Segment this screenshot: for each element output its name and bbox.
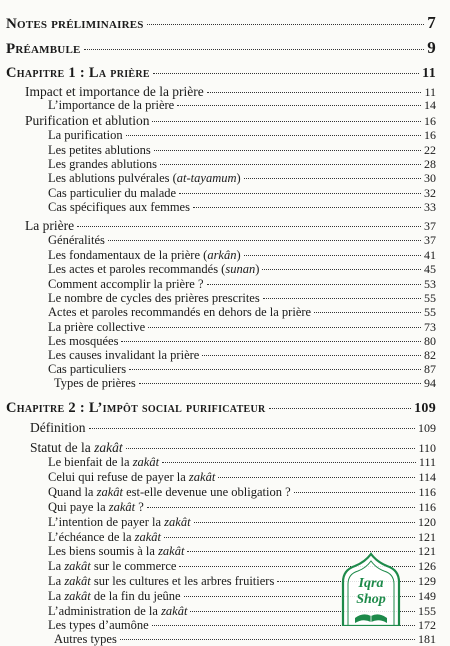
toc-entry-page: 16: [424, 114, 436, 128]
toc-entry-label: Les types d’aumône: [48, 618, 149, 632]
toc-entry-page: 55: [424, 291, 436, 305]
toc-entry-label: Autres types: [54, 632, 117, 646]
toc-entry: [54, 377, 436, 390]
toc-entry: [6, 401, 436, 416]
toc-entry-page: 45: [424, 262, 436, 276]
toc-entry: [48, 172, 436, 185]
toc-entry-label: La zakât de la fin du jeûne: [48, 589, 181, 603]
dot-leader: [108, 240, 421, 241]
dot-leader: [84, 49, 425, 50]
toc-entry: [6, 66, 436, 81]
toc-entry-label: Les biens soumis à la zakât: [48, 544, 185, 558]
dot-leader: [194, 522, 415, 523]
toc-entry-page: 14: [424, 98, 436, 112]
toc-entry-label: Les ablutions pulvérales (at-tayamum): [48, 171, 241, 185]
toc-entry-label: Le nombre de cycles des prières prescrites: [48, 291, 260, 305]
toc-entry-label: La prière: [25, 218, 75, 233]
toc-entry: [48, 321, 436, 334]
toc-entry-label: Définition: [30, 420, 86, 435]
toc-entry-page: 116: [418, 500, 436, 514]
toc-entry-page: 155: [418, 604, 436, 618]
dot-leader: [89, 428, 416, 429]
toc-entry-page: 41: [424, 248, 436, 262]
toc-entry: [48, 471, 436, 484]
dot-leader: [152, 121, 421, 122]
toc-entry-page: 126: [418, 559, 436, 573]
toc-entry-page: 73: [424, 320, 436, 334]
toc-entry-page: 7: [427, 13, 436, 32]
toc-entry-label: Statut de la zakât: [30, 440, 123, 455]
toc-entry-page: 114: [418, 470, 436, 484]
toc-entry-page: 11: [424, 85, 436, 99]
toc-entry-label: Le bienfait de la zakât: [48, 455, 160, 469]
toc-entry: [30, 421, 436, 435]
dot-leader: [244, 255, 421, 256]
dot-leader: [160, 164, 421, 165]
toc-entry: [48, 486, 436, 499]
toc-entry-label: L’intention de payer la zakât: [48, 515, 191, 529]
dot-leader: [121, 341, 421, 342]
toc-entry: [48, 501, 436, 514]
dot-leader: [154, 150, 421, 151]
logo-text-line1: Iqra: [358, 576, 384, 591]
toc-entry-label: Chapitre 2 : L’impôt social purificateur: [6, 400, 266, 416]
toc-entry-page: 82: [424, 348, 436, 362]
logo-text-line2: Shop: [356, 592, 386, 607]
toc-entry-label: L’importance de la prière: [48, 98, 175, 112]
toc-entry-label: Les causes invalidant la prière: [48, 348, 200, 362]
toc-entry-page: 80: [424, 334, 436, 348]
dot-leader: [207, 284, 422, 285]
dot-leader: [126, 135, 421, 136]
toc-entry-page: 11: [422, 66, 436, 81]
iqra-shop-logo: [335, 552, 407, 626]
toc-entry-page: 55: [424, 305, 436, 319]
dot-leader: [294, 492, 416, 493]
toc-entry: [48, 456, 436, 469]
toc-entry-label: Impact et importance de la prière: [25, 84, 204, 99]
toc-entry-label: Actes et paroles recommandés en dehors de la prière: [48, 305, 312, 319]
toc-entry-label: Quand la zakât est-elle devenue une obligation ?: [48, 485, 291, 499]
toc-entry-page: 120: [418, 515, 436, 529]
dot-leader: [269, 408, 412, 409]
toc-entry: [48, 201, 436, 214]
toc-entry-label: Purification et ablution: [25, 113, 150, 128]
toc-entry: [48, 292, 436, 305]
toc-entry-page: 116: [418, 485, 436, 499]
dot-leader: [193, 207, 421, 208]
toc-entry: [48, 531, 436, 544]
toc-entry-label: Les grandes ablutions: [48, 157, 158, 171]
toc-entry: [48, 335, 436, 348]
toc-entry-label: La zakât sur le commerce: [48, 559, 177, 573]
toc-entry: [48, 349, 436, 362]
dot-leader: [120, 639, 415, 640]
toc-entry-page: 30: [424, 171, 436, 185]
dot-leader: [139, 383, 421, 384]
toc-entry-label: Cas particulier du malade: [48, 186, 177, 200]
dot-leader: [153, 73, 419, 74]
dot-leader: [129, 369, 421, 370]
toc-entry-page: 121: [418, 530, 436, 544]
toc-entry-label: Notes préliminaires: [6, 16, 144, 32]
toc-entry-page: 87: [424, 362, 436, 376]
toc-entry-page: 109: [414, 401, 436, 416]
toc-entry-label: Préambule: [6, 41, 81, 57]
dot-leader: [147, 507, 416, 508]
toc-entry-label: Comment accomplir la prière ?: [48, 277, 204, 291]
toc-entry-page: 22: [424, 143, 436, 157]
toc-entry-page: 172: [418, 618, 436, 632]
toc-entry-page: 181: [418, 632, 436, 646]
toc-entry-page: 109: [418, 421, 436, 435]
toc-entry-label: Celui qui refuse de payer la zakât: [48, 470, 216, 484]
toc-entry: [48, 278, 436, 291]
toc-entry: [48, 263, 436, 276]
toc-entry-page: 16: [424, 128, 436, 142]
toc-entry: [48, 516, 436, 529]
toc-entry-label: La zakât sur les cultures et les arbres fruitiers: [48, 574, 275, 588]
dot-leader: [164, 537, 415, 538]
toc-entry-page: 149: [418, 589, 436, 603]
toc-entry-label: Les mosquées: [48, 334, 119, 348]
toc-entry: [25, 85, 436, 99]
dot-leader: [77, 226, 421, 227]
toc-entry-label: La prière collective: [48, 320, 146, 334]
toc-entry: [48, 187, 436, 200]
toc-entry-label: Qui paye la zakât ?: [48, 500, 144, 514]
toc-entry: [6, 39, 436, 57]
dot-leader: [179, 193, 421, 194]
dot-leader: [177, 105, 421, 106]
toc-entry: [48, 99, 436, 112]
toc-entry-page: 129: [418, 574, 436, 588]
toc-entry: [25, 219, 436, 233]
dot-leader: [126, 448, 416, 449]
toc-entry: [48, 129, 436, 142]
toc-entry-label: Cas spécifiques aux femmes: [48, 200, 190, 214]
toc-entry-label: Les actes et paroles recommandés (sunan): [48, 262, 260, 276]
dot-leader: [202, 355, 421, 356]
toc-entry-page: 33: [424, 200, 436, 214]
dot-leader: [263, 298, 421, 299]
toc-entry: [48, 144, 436, 157]
toc-entry-page: 37: [424, 233, 436, 247]
dot-leader: [218, 477, 415, 478]
toc-entry: [48, 249, 436, 262]
dot-leader: [162, 462, 416, 463]
toc-entry-label: Chapitre 1 : La prière: [6, 65, 150, 81]
toc-entry-label: Généralités: [48, 233, 105, 247]
toc-entry-page: 121: [418, 544, 436, 558]
toc-entry-page: 111: [418, 455, 436, 469]
toc-entry: [6, 14, 436, 32]
toc-entry-page: 53: [424, 277, 436, 291]
toc-entry: [48, 306, 436, 319]
toc-entry-page: 110: [418, 441, 436, 455]
dot-leader: [207, 92, 422, 93]
toc-entry: [48, 363, 436, 376]
toc-entry-page: 37: [424, 219, 436, 233]
dot-leader: [244, 178, 421, 179]
toc-entry-label: L’administration de la zakât: [48, 604, 188, 618]
toc-entry-label: Types de prières: [54, 376, 136, 390]
toc-entry-label: La purification: [48, 128, 123, 142]
dot-leader: [262, 269, 421, 270]
toc-entry-page: 32: [424, 186, 436, 200]
toc-entry: [25, 114, 436, 128]
toc-entry-label: Cas particuliers: [48, 362, 127, 376]
toc-entry-label: Les fondamentaux de la prière (arkân): [48, 248, 241, 262]
toc-entry-label: L’échéance de la zakât: [48, 530, 162, 544]
toc-entry: [30, 441, 436, 455]
toc-entry-label: Les petites ablutions: [48, 143, 151, 157]
dot-leader: [147, 24, 425, 25]
toc-entry-page: 28: [424, 157, 436, 171]
dot-leader: [314, 312, 421, 313]
toc-entry-page: 9: [427, 38, 436, 57]
dot-leader: [148, 327, 421, 328]
toc-entry-page: 94: [424, 376, 436, 390]
toc-entry: [48, 158, 436, 171]
toc-entry: [48, 234, 436, 247]
